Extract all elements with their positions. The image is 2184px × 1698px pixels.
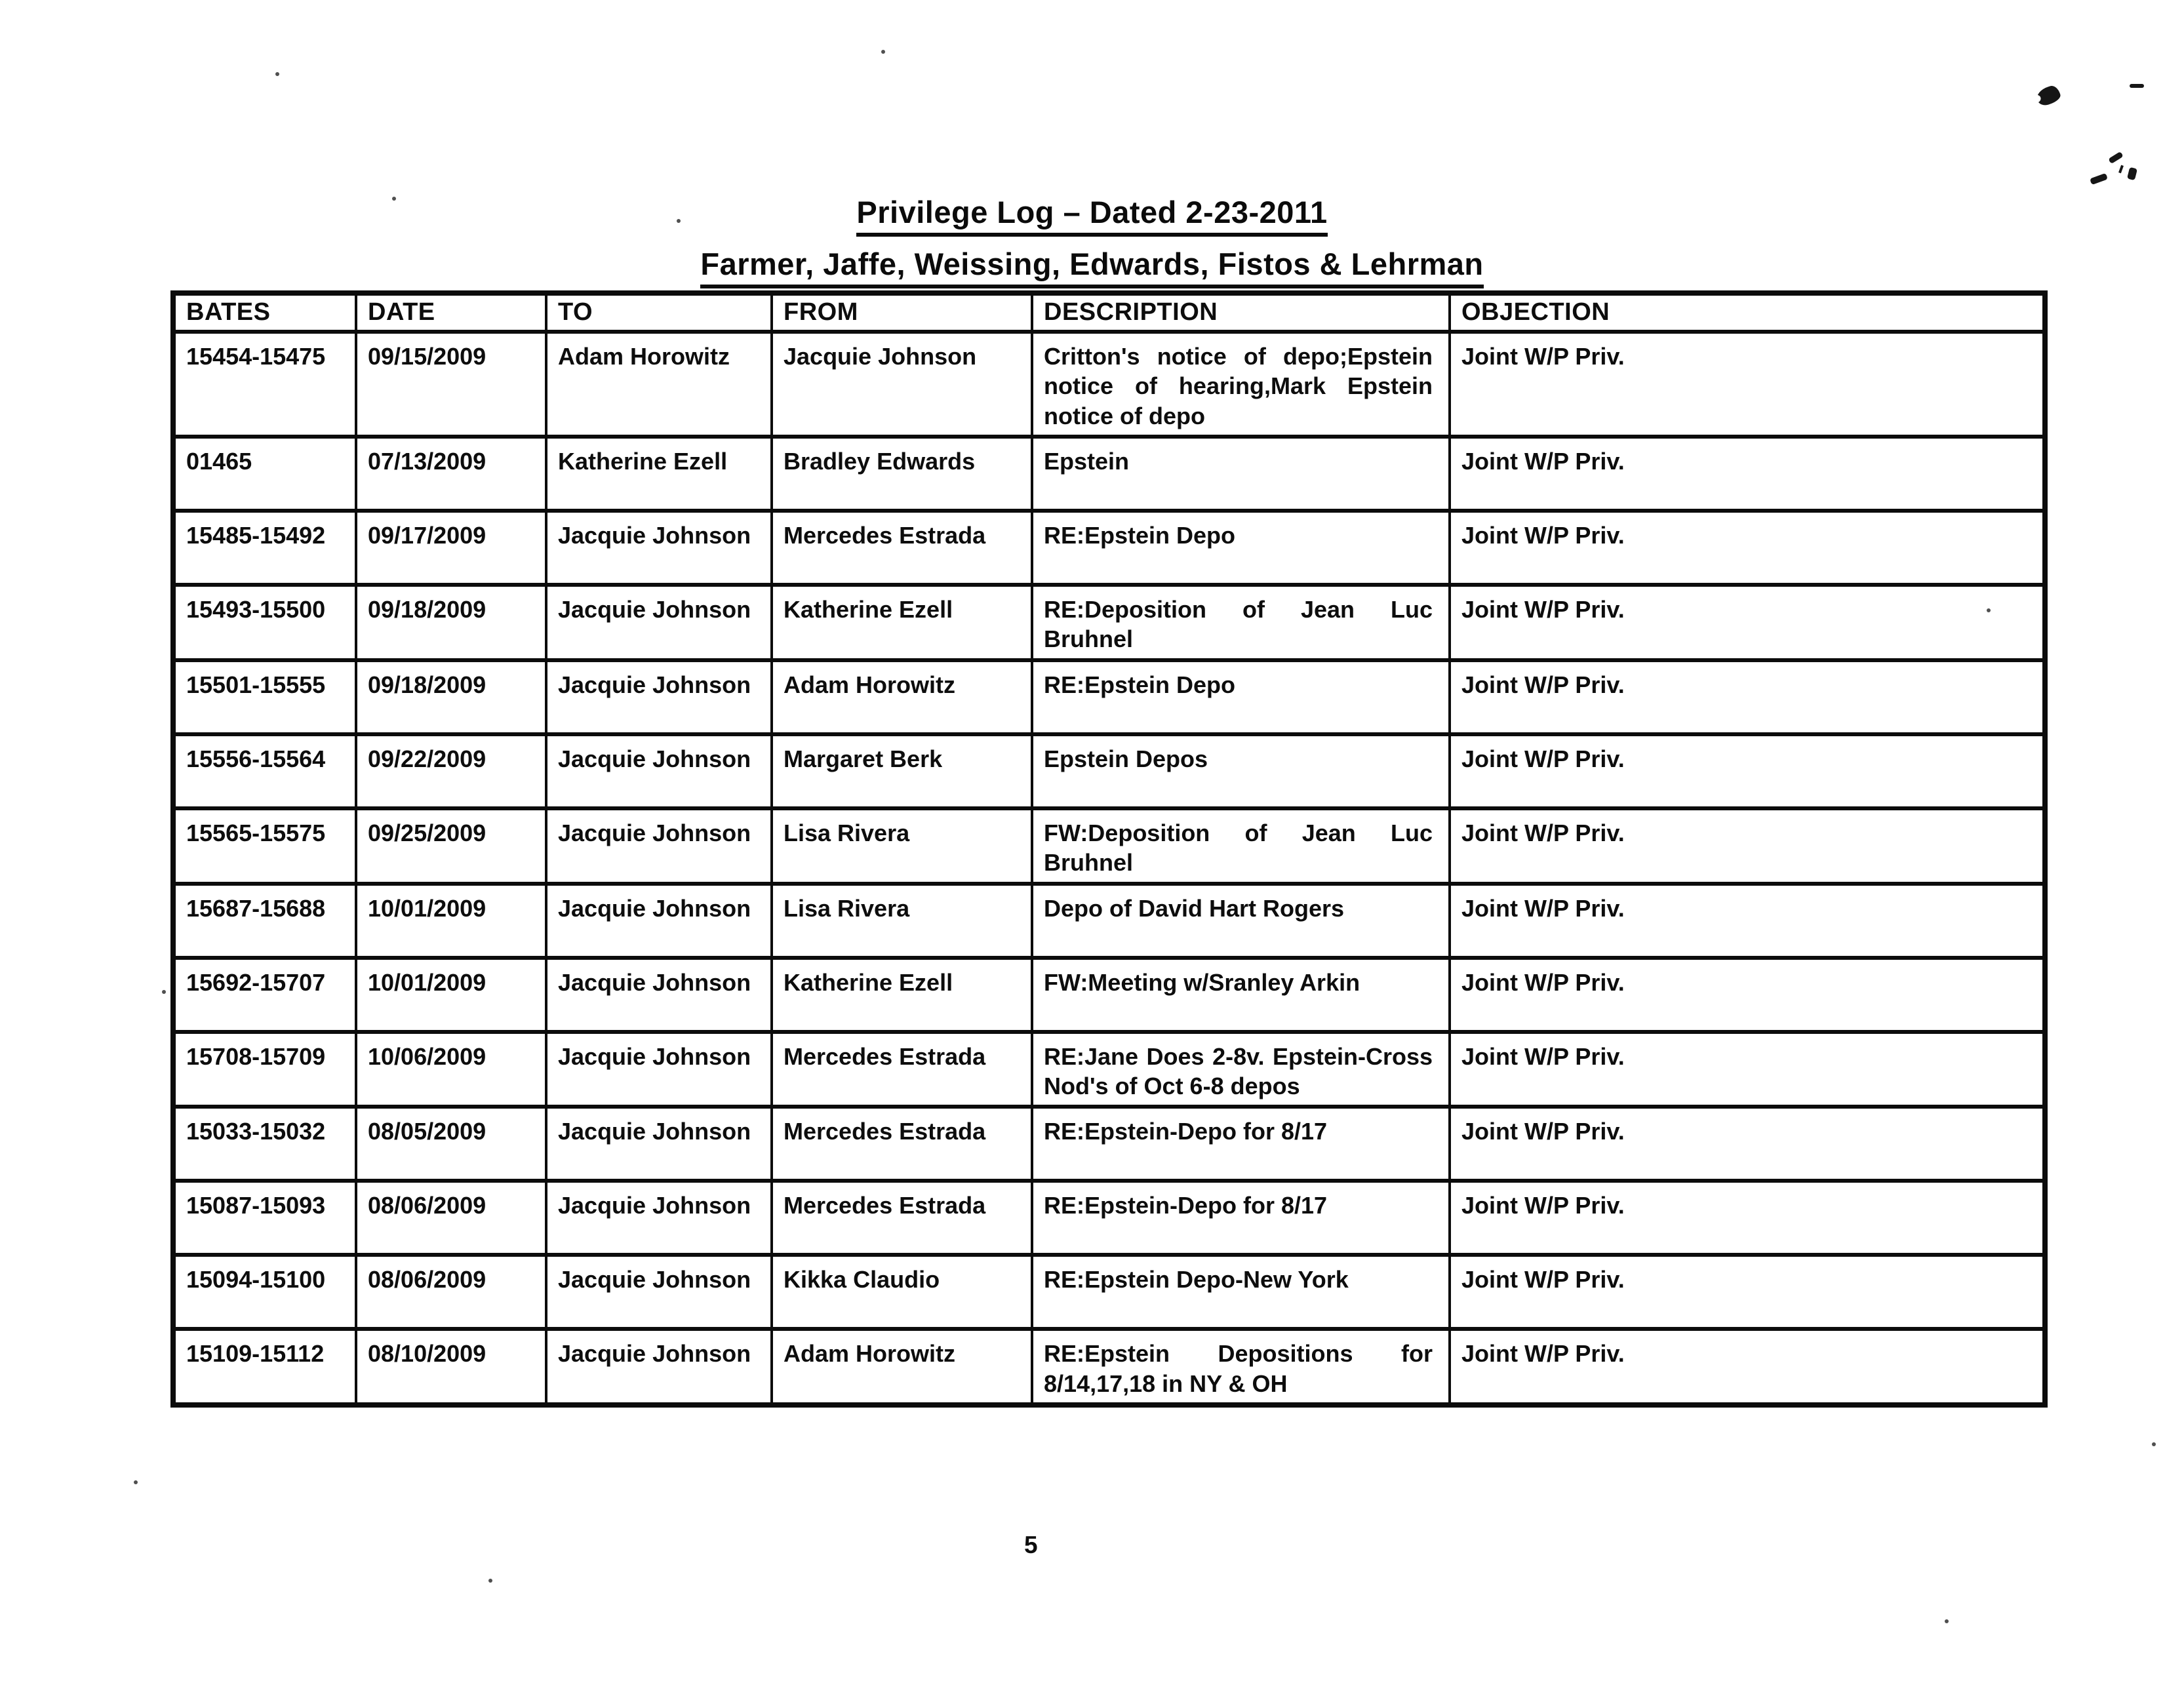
column-header-description: DESCRIPTION — [1032, 293, 1450, 332]
cell-description: RE:Epstein-Depo for 8/17 — [1032, 1107, 1450, 1181]
scan-tick-mark — [2118, 165, 2124, 174]
cell-to: Jacquie Johnson — [546, 1255, 772, 1329]
cell-from: Jacquie Johnson — [772, 332, 1032, 437]
scan-check-mark — [2090, 173, 2108, 185]
table-row — [173, 884, 2045, 958]
table-row — [173, 332, 2045, 437]
cell-from: Adam Horowitz — [772, 660, 1032, 734]
cell-date: 09/25/2009 — [356, 808, 546, 884]
cell-date: 09/18/2009 — [356, 585, 546, 660]
cell-objection: Joint W/P Priv. — [1450, 1329, 2045, 1405]
column-header-bates: BATES — [173, 293, 356, 332]
cell-from: Mercedes Estrada — [772, 1107, 1032, 1181]
cell-to: Jacquie Johnson — [546, 660, 772, 734]
cell-objection: Joint W/P Priv. — [1450, 332, 2045, 437]
cell-objection: Joint W/P Priv. — [1450, 734, 2045, 808]
cell-from: Bradley Edwards — [772, 437, 1032, 511]
cell-to: Jacquie Johnson — [546, 734, 772, 808]
cell-from: Margaret Berk — [772, 734, 1032, 808]
cell-from: Adam Horowitz — [772, 1329, 1032, 1405]
cell-bates: 15109-15112 — [173, 1329, 356, 1405]
cell-from: Lisa Rivera — [772, 884, 1032, 958]
cell-date: 08/06/2009 — [356, 1181, 546, 1255]
cell-objection: Joint W/P Priv. — [1450, 884, 2045, 958]
table-header-row — [173, 293, 2045, 332]
cell-objection: Joint W/P Priv. — [1450, 1181, 2045, 1255]
cell-date: 10/01/2009 — [356, 958, 546, 1032]
cell-objection: Joint W/P Priv. — [1450, 958, 2045, 1032]
firm-name-text: Farmer, Jaffe, Weissing, Edwards, Fistos & Lehrman — [700, 246, 1483, 288]
scan-speck — [1987, 608, 1991, 612]
cell-objection: Joint W/P Priv. — [1450, 1255, 2045, 1329]
table-row — [173, 958, 2045, 1032]
cell-bates: 15692-15707 — [173, 958, 356, 1032]
cell-objection: Joint W/P Priv. — [1450, 585, 2045, 660]
scan-check-mark — [2108, 151, 2123, 164]
scan-speck — [392, 197, 396, 201]
cell-description: Epstein — [1032, 437, 1450, 511]
cell-description: RE:Epstein Depositions for 8/14,17,18 in NY & OH — [1032, 1329, 1450, 1405]
cell-bates: 15687-15688 — [173, 884, 356, 958]
cell-date: 09/18/2009 — [356, 660, 546, 734]
table-row — [173, 1107, 2045, 1181]
scan-speck — [2152, 1442, 2156, 1446]
cell-from: Mercedes Estrada — [772, 1032, 1032, 1107]
cell-to: Jacquie Johnson — [546, 958, 772, 1032]
cell-date: 09/15/2009 — [356, 332, 546, 437]
firm-name — [0, 246, 2184, 288]
page-title-text: Privilege Log – Dated 2-23-2011 — [856, 194, 1327, 237]
table-row — [173, 585, 2045, 660]
cell-to: Jacquie Johnson — [546, 511, 772, 585]
table-row — [173, 1255, 2045, 1329]
cell-from: Mercedes Estrada — [772, 511, 1032, 585]
column-header-objection: OBJECTION — [1450, 293, 2045, 332]
cell-to: Jacquie Johnson — [546, 585, 772, 660]
scan-squiggle-mark — [2035, 84, 2062, 108]
cell-date: 10/06/2009 — [356, 1032, 546, 1107]
table-row — [173, 1329, 2045, 1405]
cell-date: 09/22/2009 — [356, 734, 546, 808]
cell-to: Katherine Ezell — [546, 437, 772, 511]
cell-description: Critton's notice of depo;Epstein notice of hearing,Mark Epstein notice of depo — [1032, 332, 1450, 437]
page-title — [0, 194, 2184, 237]
scan-dash-mark — [2130, 84, 2144, 88]
cell-objection: Joint W/P Priv. — [1450, 1107, 2045, 1181]
document-title-block — [0, 194, 2184, 298]
cell-bates: 15565-15575 — [173, 808, 356, 884]
cell-bates: 15708-15709 — [173, 1032, 356, 1107]
cell-to: Jacquie Johnson — [546, 1107, 772, 1181]
column-header-date: DATE — [356, 293, 546, 332]
scan-speck — [134, 1480, 138, 1484]
table-row — [173, 734, 2045, 808]
cell-date: 09/17/2009 — [356, 511, 546, 585]
scan-speck — [881, 50, 885, 54]
cell-date: 10/01/2009 — [356, 884, 546, 958]
scan-speck — [488, 1579, 492, 1583]
column-header-to: TO — [546, 293, 772, 332]
table-row — [173, 511, 2045, 585]
cell-bates: 15501-15555 — [173, 660, 356, 734]
cell-to: Jacquie Johnson — [546, 884, 772, 958]
scan-speck — [162, 990, 166, 994]
scan-speck — [1945, 1619, 1949, 1623]
cell-description: RE:Deposition of Jean Luc Bruhnel — [1032, 585, 1450, 660]
cell-description: RE:Epstein Depo — [1032, 660, 1450, 734]
cell-bates: 15033-15032 — [173, 1107, 356, 1181]
table-row — [173, 1181, 2045, 1255]
cell-description: FW:Meeting w/Sranley Arkin — [1032, 958, 1450, 1032]
cell-bates: 15485-15492 — [173, 511, 356, 585]
cell-description: RE:Epstein Depo — [1032, 511, 1450, 585]
cell-bates: 15087-15093 — [173, 1181, 356, 1255]
cell-date: 07/13/2009 — [356, 437, 546, 511]
cell-objection: Joint W/P Priv. — [1450, 511, 2045, 585]
table-row — [173, 808, 2045, 884]
cell-to: Jacquie Johnson — [546, 1032, 772, 1107]
cell-description: RE:Jane Does 2-8v. Epstein-Cross Nod's of Oct 6-8 depos — [1032, 1032, 1450, 1107]
table-row — [173, 1032, 2045, 1107]
cell-to: Jacquie Johnson — [546, 1181, 772, 1255]
table-row — [173, 437, 2045, 511]
cell-date: 08/10/2009 — [356, 1329, 546, 1405]
cell-bates: 15493-15500 — [173, 585, 356, 660]
privilege-log-table — [170, 290, 2048, 1408]
column-header-from: FROM — [772, 293, 1032, 332]
table-row — [173, 660, 2045, 734]
cell-bates: 15454-15475 — [173, 332, 356, 437]
page-number: 5 — [1024, 1531, 1038, 1558]
cell-objection: Joint W/P Priv. — [1450, 660, 2045, 734]
cell-bates: 15556-15564 — [173, 734, 356, 808]
cell-bates: 01465 — [173, 437, 356, 511]
cell-from: Mercedes Estrada — [772, 1181, 1032, 1255]
cell-description: FW:Deposition of Jean Luc Bruhnel — [1032, 808, 1450, 884]
cell-from: Kikka Claudio — [772, 1255, 1032, 1329]
cell-from: Katherine Ezell — [772, 585, 1032, 660]
cell-objection: Joint W/P Priv. — [1450, 808, 2045, 884]
cell-date: 08/06/2009 — [356, 1255, 546, 1329]
scan-speck — [677, 219, 681, 223]
cell-description: Depo of David Hart Rogers — [1032, 884, 1450, 958]
cell-bates: 15094-15100 — [173, 1255, 356, 1329]
cell-to: Jacquie Johnson — [546, 808, 772, 884]
cell-objection: Joint W/P Priv. — [1450, 1032, 2045, 1107]
cell-to: Adam Horowitz — [546, 332, 772, 437]
scan-check-mark — [2127, 167, 2137, 180]
cell-from: Katherine Ezell — [772, 958, 1032, 1032]
cell-date: 08/05/2009 — [356, 1107, 546, 1181]
scan-speck — [275, 72, 279, 76]
cell-description: Epstein Depos — [1032, 734, 1450, 808]
cell-objection: Joint W/P Priv. — [1450, 437, 2045, 511]
cell-description: RE:Epstein Depo-New York — [1032, 1255, 1450, 1329]
cell-to: Jacquie Johnson — [546, 1329, 772, 1405]
cell-from: Lisa Rivera — [772, 808, 1032, 884]
cell-description: RE:Epstein-Depo for 8/17 — [1032, 1181, 1450, 1255]
